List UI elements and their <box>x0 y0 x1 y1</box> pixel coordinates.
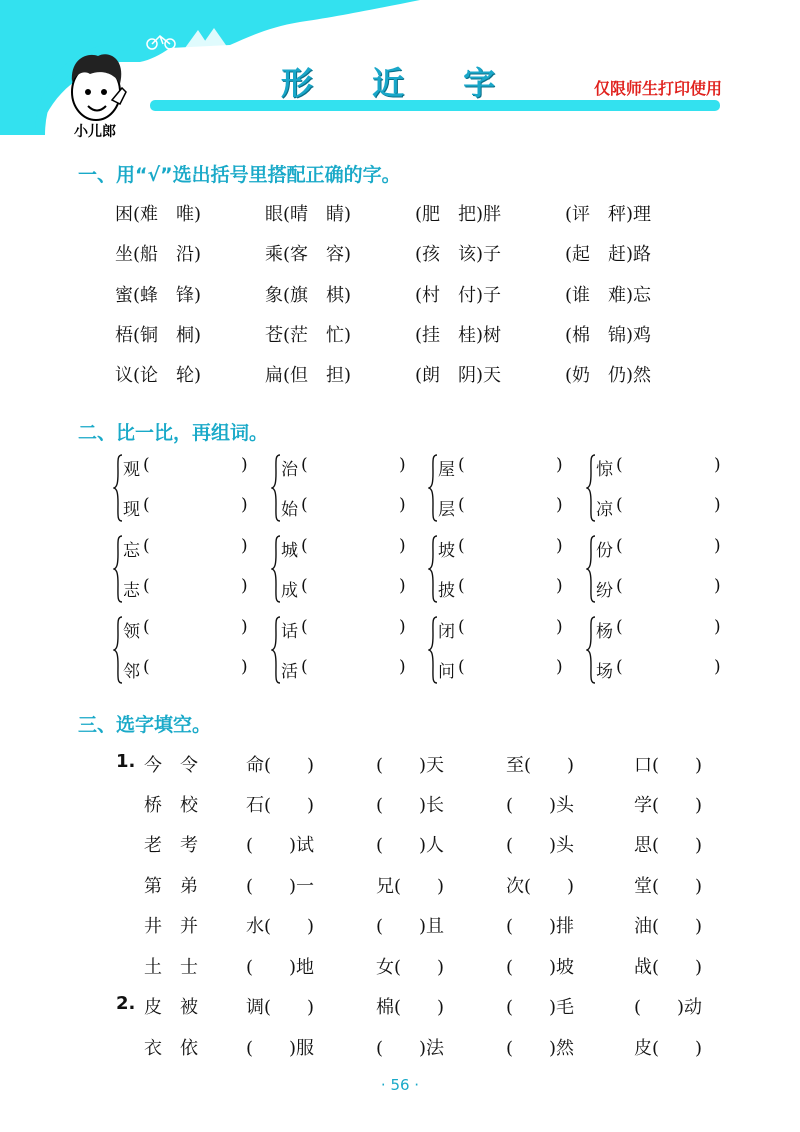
blank-close-paren: ) <box>556 576 563 596</box>
compare-char-field[interactable]: 治 <box>281 460 298 480</box>
compare-char-field[interactable]: 现 <box>123 500 140 520</box>
fill-blank-item[interactable]: 口( ) <box>634 755 703 776</box>
blank-close-paren: ) <box>241 617 248 637</box>
blank-open-paren: ( <box>458 455 465 475</box>
brace-icon <box>113 615 123 685</box>
compare-char-field[interactable]: 惊 <box>596 460 613 480</box>
page-number: · 56 · <box>380 1076 420 1094</box>
compare-char-field[interactable]: 志 <box>123 581 140 601</box>
blank-open-paren: ( <box>458 617 465 637</box>
choice-item[interactable]: 蜜(蜂 锋) <box>115 285 202 306</box>
compare-char-field[interactable]: 观 <box>123 460 140 480</box>
blank-open-paren: ( <box>143 536 150 556</box>
blank-close-paren: ) <box>556 536 563 556</box>
blank-open-paren: ( <box>301 617 308 637</box>
fill-blank-item[interactable]: 至( ) <box>506 755 575 776</box>
fill-blank-item[interactable]: ( )服 <box>246 1038 315 1059</box>
blank-open-paren: ( <box>458 576 465 596</box>
fill-blank-item[interactable]: ( )人 <box>376 835 445 856</box>
blank-close-paren: ) <box>399 536 406 556</box>
blank-close-paren: ) <box>714 536 721 556</box>
fill-blank-item[interactable]: 水( ) <box>246 916 315 937</box>
choice-item[interactable]: 乘(客 容) <box>265 244 352 265</box>
blank-close-paren: ) <box>241 657 248 677</box>
brace-icon <box>271 615 281 685</box>
mascot-boy-icon <box>72 54 126 120</box>
fill-blank-item[interactable]: 女( ) <box>376 957 445 978</box>
blank-close-paren: ) <box>556 657 563 677</box>
compare-char-field[interactable]: 披 <box>438 581 455 601</box>
fill-blank-item[interactable]: 次( ) <box>506 876 575 897</box>
char-pair: 土 士 <box>144 957 198 978</box>
blank-open-paren: ( <box>616 657 623 677</box>
fill-blank-item[interactable]: ( )排 <box>506 916 575 937</box>
char-pair: 老 考 <box>144 835 198 856</box>
compare-char-field[interactable]: 份 <box>596 541 613 561</box>
blank-open-paren: ( <box>458 657 465 677</box>
blank-close-paren: ) <box>241 536 248 556</box>
choice-item[interactable]: 困(难 唯) <box>115 204 202 225</box>
blank-open-paren: ( <box>301 576 308 596</box>
char-pair: 皮 被 <box>144 997 198 1018</box>
compare-char-field[interactable]: 场 <box>596 662 613 682</box>
blank-open-paren: ( <box>616 576 623 596</box>
compare-char-field[interactable]: 层 <box>438 500 455 520</box>
fill-blank-item[interactable]: ( )法 <box>376 1038 445 1059</box>
blank-close-paren: ) <box>399 617 406 637</box>
fill-blank-item[interactable]: ( )头 <box>506 835 575 856</box>
blank-open-paren: ( <box>143 657 150 677</box>
brace-icon <box>586 615 596 685</box>
brace-icon <box>428 615 438 685</box>
blank-close-paren: ) <box>241 495 248 515</box>
fill-blank-item[interactable]: 棉( ) <box>376 997 445 1018</box>
choice-item[interactable]: (孩 该)子 <box>415 244 502 265</box>
blank-close-paren: ) <box>241 576 248 596</box>
blank-close-paren: ) <box>399 657 406 677</box>
choice-item[interactable]: (棉 锦)鸡 <box>565 325 652 346</box>
choice-item[interactable]: 象(旗 棋) <box>265 285 352 306</box>
choice-item[interactable]: (谁 难)忘 <box>565 285 652 306</box>
section3-title: 三、选字填空。 <box>78 714 212 736</box>
fill-blank-item[interactable]: ( )长 <box>376 795 445 816</box>
fill-blank-item[interactable]: ( )天 <box>376 755 445 776</box>
compare-char-field[interactable]: 始 <box>281 500 298 520</box>
compare-char-field[interactable]: 问 <box>438 662 455 682</box>
fill-blank-item[interactable]: 兄( ) <box>376 876 445 897</box>
blank-close-paren: ) <box>556 617 563 637</box>
blank-open-paren: ( <box>143 495 150 515</box>
brace-icon <box>586 534 596 604</box>
char-pair: 井 并 <box>144 916 198 937</box>
brace-icon <box>428 534 438 604</box>
blank-open-paren: ( <box>616 495 623 515</box>
fill-blank-item[interactable]: 命( ) <box>246 755 315 776</box>
blank-close-paren: ) <box>556 495 563 515</box>
choice-item[interactable]: (朗 阴)天 <box>415 365 502 386</box>
fill-blank-item[interactable]: 调( ) <box>246 997 315 1018</box>
section2-title: 二、比一比，再组词。 <box>78 422 269 444</box>
blank-open-paren: ( <box>143 617 150 637</box>
fill-blank-item[interactable]: ( )地 <box>246 957 315 978</box>
compare-char-field[interactable]: 坡 <box>438 541 455 561</box>
fill-blank-item[interactable]: ( )毛 <box>506 997 575 1018</box>
fill-blank-item[interactable]: ( )头 <box>506 795 575 816</box>
choice-item[interactable]: 议(论 轮) <box>115 365 202 386</box>
compare-char-field[interactable]: 忘 <box>123 541 140 561</box>
char-pair: 今 令 <box>144 755 198 776</box>
char-pair: 衣 依 <box>144 1038 198 1059</box>
compare-char-field[interactable]: 活 <box>281 662 298 682</box>
mascot-label: 小儿郎 <box>74 124 116 140</box>
blank-open-paren: ( <box>616 617 623 637</box>
choice-item[interactable]: 扁(但 担) <box>265 365 352 386</box>
blank-open-paren: ( <box>458 495 465 515</box>
choice-item[interactable]: 眼(晴 睛) <box>265 204 352 225</box>
char-pair: 第 弟 <box>144 876 198 897</box>
compare-char-field[interactable]: 话 <box>281 622 298 642</box>
compare-char-field[interactable]: 闭 <box>438 622 455 642</box>
blank-close-paren: ) <box>714 657 721 677</box>
blank-close-paren: ) <box>399 455 406 475</box>
brace-icon <box>113 453 123 523</box>
blank-close-paren: ) <box>399 576 406 596</box>
blank-open-paren: ( <box>301 657 308 677</box>
compare-char-field[interactable]: 杨 <box>596 622 613 642</box>
blank-open-paren: ( <box>301 536 308 556</box>
brace-icon <box>271 453 281 523</box>
char-pair: 桥 校 <box>144 795 198 816</box>
choice-item[interactable]: (村 付)子 <box>415 285 502 306</box>
blank-close-paren: ) <box>714 495 721 515</box>
restriction-note: 仅限师生打印使用 <box>593 79 722 98</box>
fill-blank-item[interactable]: ( )然 <box>506 1038 575 1059</box>
fill-blank-item[interactable]: ( )且 <box>376 916 445 937</box>
blank-open-paren: ( <box>616 536 623 556</box>
question-2-number: 2. <box>116 993 136 1014</box>
fill-blank-item[interactable]: ( )坡 <box>506 957 575 978</box>
compare-char-field[interactable]: 纷 <box>596 581 613 601</box>
compare-char-field[interactable]: 领 <box>123 622 140 642</box>
fill-blank-item[interactable]: ( )一 <box>246 876 315 897</box>
compare-char-field[interactable]: 凉 <box>596 500 613 520</box>
blank-open-paren: ( <box>301 455 308 475</box>
brace-icon <box>428 453 438 523</box>
blank-open-paren: ( <box>301 495 308 515</box>
blank-open-paren: ( <box>616 455 623 475</box>
blank-close-paren: ) <box>241 455 248 475</box>
choice-item[interactable]: 坐(船 沿) <box>115 244 202 265</box>
choice-item[interactable]: (挂 桂)树 <box>415 325 502 346</box>
fill-blank-item[interactable]: 思( ) <box>634 835 703 856</box>
blank-close-paren: ) <box>714 576 721 596</box>
fill-blank-item[interactable]: 石( ) <box>246 795 315 816</box>
fill-blank-item[interactable]: 皮( ) <box>634 1038 703 1059</box>
fill-blank-item[interactable]: 战( ) <box>634 957 703 978</box>
compare-char-field[interactable]: 屋 <box>438 460 455 480</box>
blank-open-paren: ( <box>458 536 465 556</box>
choice-item[interactable]: 梧(铜 桐) <box>115 325 202 346</box>
blank-close-paren: ) <box>714 617 721 637</box>
brace-icon <box>271 534 281 604</box>
fill-blank-item[interactable]: ( )动 <box>634 997 703 1018</box>
choice-item[interactable]: (评 秤)理 <box>565 204 652 225</box>
brace-icon <box>586 453 596 523</box>
section1-title: 一、用“√”选出括号里搭配正确的字。 <box>78 164 401 186</box>
choice-item[interactable]: (奶 仍)然 <box>565 365 652 386</box>
fill-blank-item[interactable]: ( )试 <box>246 835 315 856</box>
compare-char-field[interactable]: 邻 <box>123 662 140 682</box>
choice-item[interactable]: (肥 把)胖 <box>415 204 502 225</box>
question-1-number: 1. <box>116 751 136 772</box>
compare-char-field[interactable]: 城 <box>281 541 298 561</box>
fill-blank-item[interactable]: 油( ) <box>634 916 703 937</box>
blank-open-paren: ( <box>143 576 150 596</box>
fill-blank-item[interactable]: 学( ) <box>634 795 703 816</box>
page-title: 形 近 字 <box>280 64 520 102</box>
fill-blank-item[interactable]: 堂( ) <box>634 876 703 897</box>
compare-char-field[interactable]: 成 <box>281 581 298 601</box>
blank-open-paren: ( <box>143 455 150 475</box>
choice-item[interactable]: 苍(茫 忙) <box>265 325 352 346</box>
brace-icon <box>113 534 123 604</box>
blank-close-paren: ) <box>714 455 721 475</box>
choice-item[interactable]: (起 赶)路 <box>565 244 652 265</box>
blank-close-paren: ) <box>556 455 563 475</box>
blank-close-paren: ) <box>399 495 406 515</box>
